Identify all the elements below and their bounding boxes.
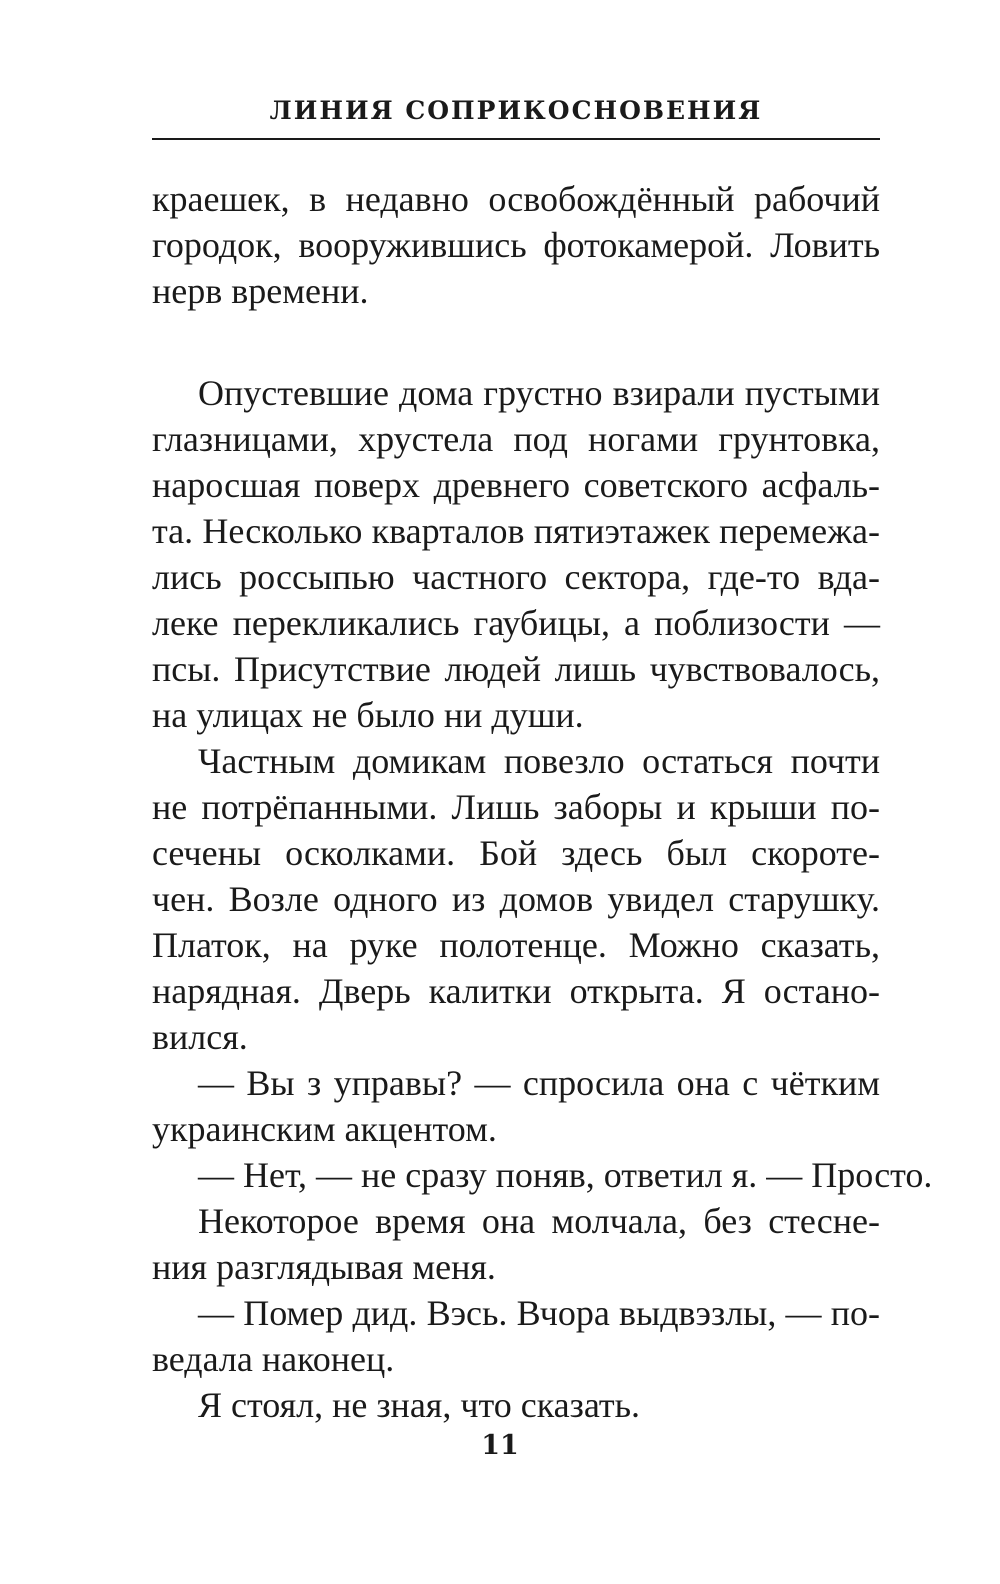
text-line: вился.	[152, 1017, 248, 1057]
text-line: на улицах не было ни души.	[152, 695, 584, 735]
text-line: ведала наконец.	[152, 1339, 395, 1379]
text-line: Частным домикам повезло остаться почти	[198, 741, 880, 781]
text-line: глазницами, хрустела под ногами грунтовка,	[152, 419, 880, 459]
text-line: — Нет, — не сразу поняв, ответил я. — Просто.	[198, 1155, 933, 1195]
running-title: ЛИНИЯ СОПРИКОСНОВЕНИЯ	[269, 96, 763, 125]
text-line: ния разглядывая меня.	[152, 1247, 496, 1287]
text-line: Некоторое время она молчала, без стесне-	[198, 1201, 880, 1241]
text-line: украинским акцентом.	[152, 1109, 497, 1149]
page-number: 11	[481, 1430, 519, 1461]
text-line: сечены осколками. Бой здесь был скороте-	[152, 833, 880, 873]
text-line: Опустевшие дома грустно взирали пустыми	[198, 373, 880, 413]
text-line: городок, вооружившись фотокамерой. Ловить	[152, 225, 880, 265]
text-line: — Помер дид. Вэсь. Вчора выдвэзлы, — по-	[198, 1293, 880, 1333]
text-line: наросшая поверх древнего советского асфаль-	[152, 465, 880, 505]
text-line: псы. Присутствие людей лишь чувствовалось,	[152, 649, 880, 689]
text-line: не потрёпанными. Лишь заборы и крыши по-	[152, 787, 880, 827]
section-break	[152, 314, 880, 370]
header-rule	[152, 138, 880, 140]
text-line: лись россыпью частного сектора, где-то вда-	[152, 557, 880, 597]
text-line: нарядная. Дверь калитки открыта. Я остано-	[152, 971, 880, 1011]
text-line: Я стоял, не зная, что сказать.	[198, 1385, 641, 1425]
text-line: краешек, в недавно освобождённый рабочий	[152, 179, 880, 219]
body-text	[152, 176, 933, 1428]
text-line: леке перекликались гаубицы, а поблизости —	[152, 603, 880, 643]
text-line: та. Несколько кварталов пятиэтажек перемежа-	[152, 511, 880, 551]
text-line: — Вы з управы? — спросила она с чётким	[198, 1063, 880, 1103]
text-line: нерв времени.	[152, 271, 369, 311]
text-line: чен. Возле одного из домов увидел старушку.	[152, 879, 880, 919]
text-line: Платок, на руке полотенце. Можно сказать,	[152, 925, 880, 965]
